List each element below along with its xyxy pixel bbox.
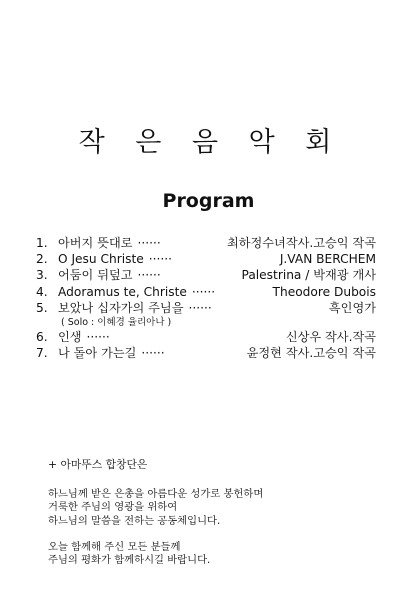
piece-title: O Jesu Christe [58,252,144,267]
piece-author: 신상우 작사.작곡 [285,329,376,344]
item-number: 1. [36,236,48,250]
paragraph-line: 오늘 함께해 주신 모든 분들께 [48,540,181,553]
choir-heading: + 아마뚜스 합창단은 [48,458,148,471]
item-number: 5. [36,300,48,315]
piece-title: 보았나 십자가의 주님을 [58,300,184,315]
greeting-paragraph [48,541,388,567]
choir-description [48,458,388,580]
item-number: 4. [36,284,48,299]
paragraph-line: 거룩한 주님의 영광을 위하여 [48,501,178,514]
program-item [36,235,376,251]
program-list [36,235,376,361]
mission-paragraph [48,488,388,528]
item-number: 2. [36,252,48,267]
program-heading: Program [162,190,255,212]
leader-dots: ······ [137,268,161,283]
piece-author: 윤정현 작사.고승익 작곡 [246,346,376,361]
page-title: 작 은 음 악 회 [78,127,343,158]
paragraph-line: 주님의 평화가 함께하시길 바랍니다. [48,554,211,567]
piece-title: 아버지 뜻대로 [58,236,133,250]
piece-author: J.VAN BERCHEM [279,252,376,267]
leader-dots: ······ [148,252,173,267]
paragraph-line: 하느님의 말씀을 전하는 공동체입니다. [48,514,221,527]
program-item [36,329,376,345]
piece-author: 최하정수녀작사.고승익 작곡 [226,236,376,250]
paragraph-line: 하느님께 받은 은총을 아름다운 성가로 봉헌하며 [48,488,264,501]
leader-dots: ······ [86,329,110,344]
leader-dots: ······ [137,236,161,250]
piece-title: Adoramus te, Christe [58,284,187,299]
solo-note: ( Solo : 이혜경 율리아나 ) [61,316,172,328]
program-item [36,300,376,316]
leader-dots: ······ [188,300,212,315]
piece-title: 인생 [58,329,82,344]
leader-dots: ······ [191,284,216,299]
piece-author: 흑인영가 [328,300,376,315]
item-number: 7. [36,346,48,361]
item-number: 3. [36,268,48,283]
program-item [36,267,376,283]
program-item [36,345,376,361]
program-item [36,284,376,300]
piece-author: Palestrina / 박재광 개사 [241,268,376,283]
program-item [36,251,376,267]
item-number: 6. [36,329,48,344]
piece-author: Theodore Dubois [272,284,376,299]
piece-title: 어둠이 뒤덮고 [58,268,133,283]
leader-dots: ······ [141,346,165,361]
piece-title: 나 돌아 가는길 [58,346,137,361]
